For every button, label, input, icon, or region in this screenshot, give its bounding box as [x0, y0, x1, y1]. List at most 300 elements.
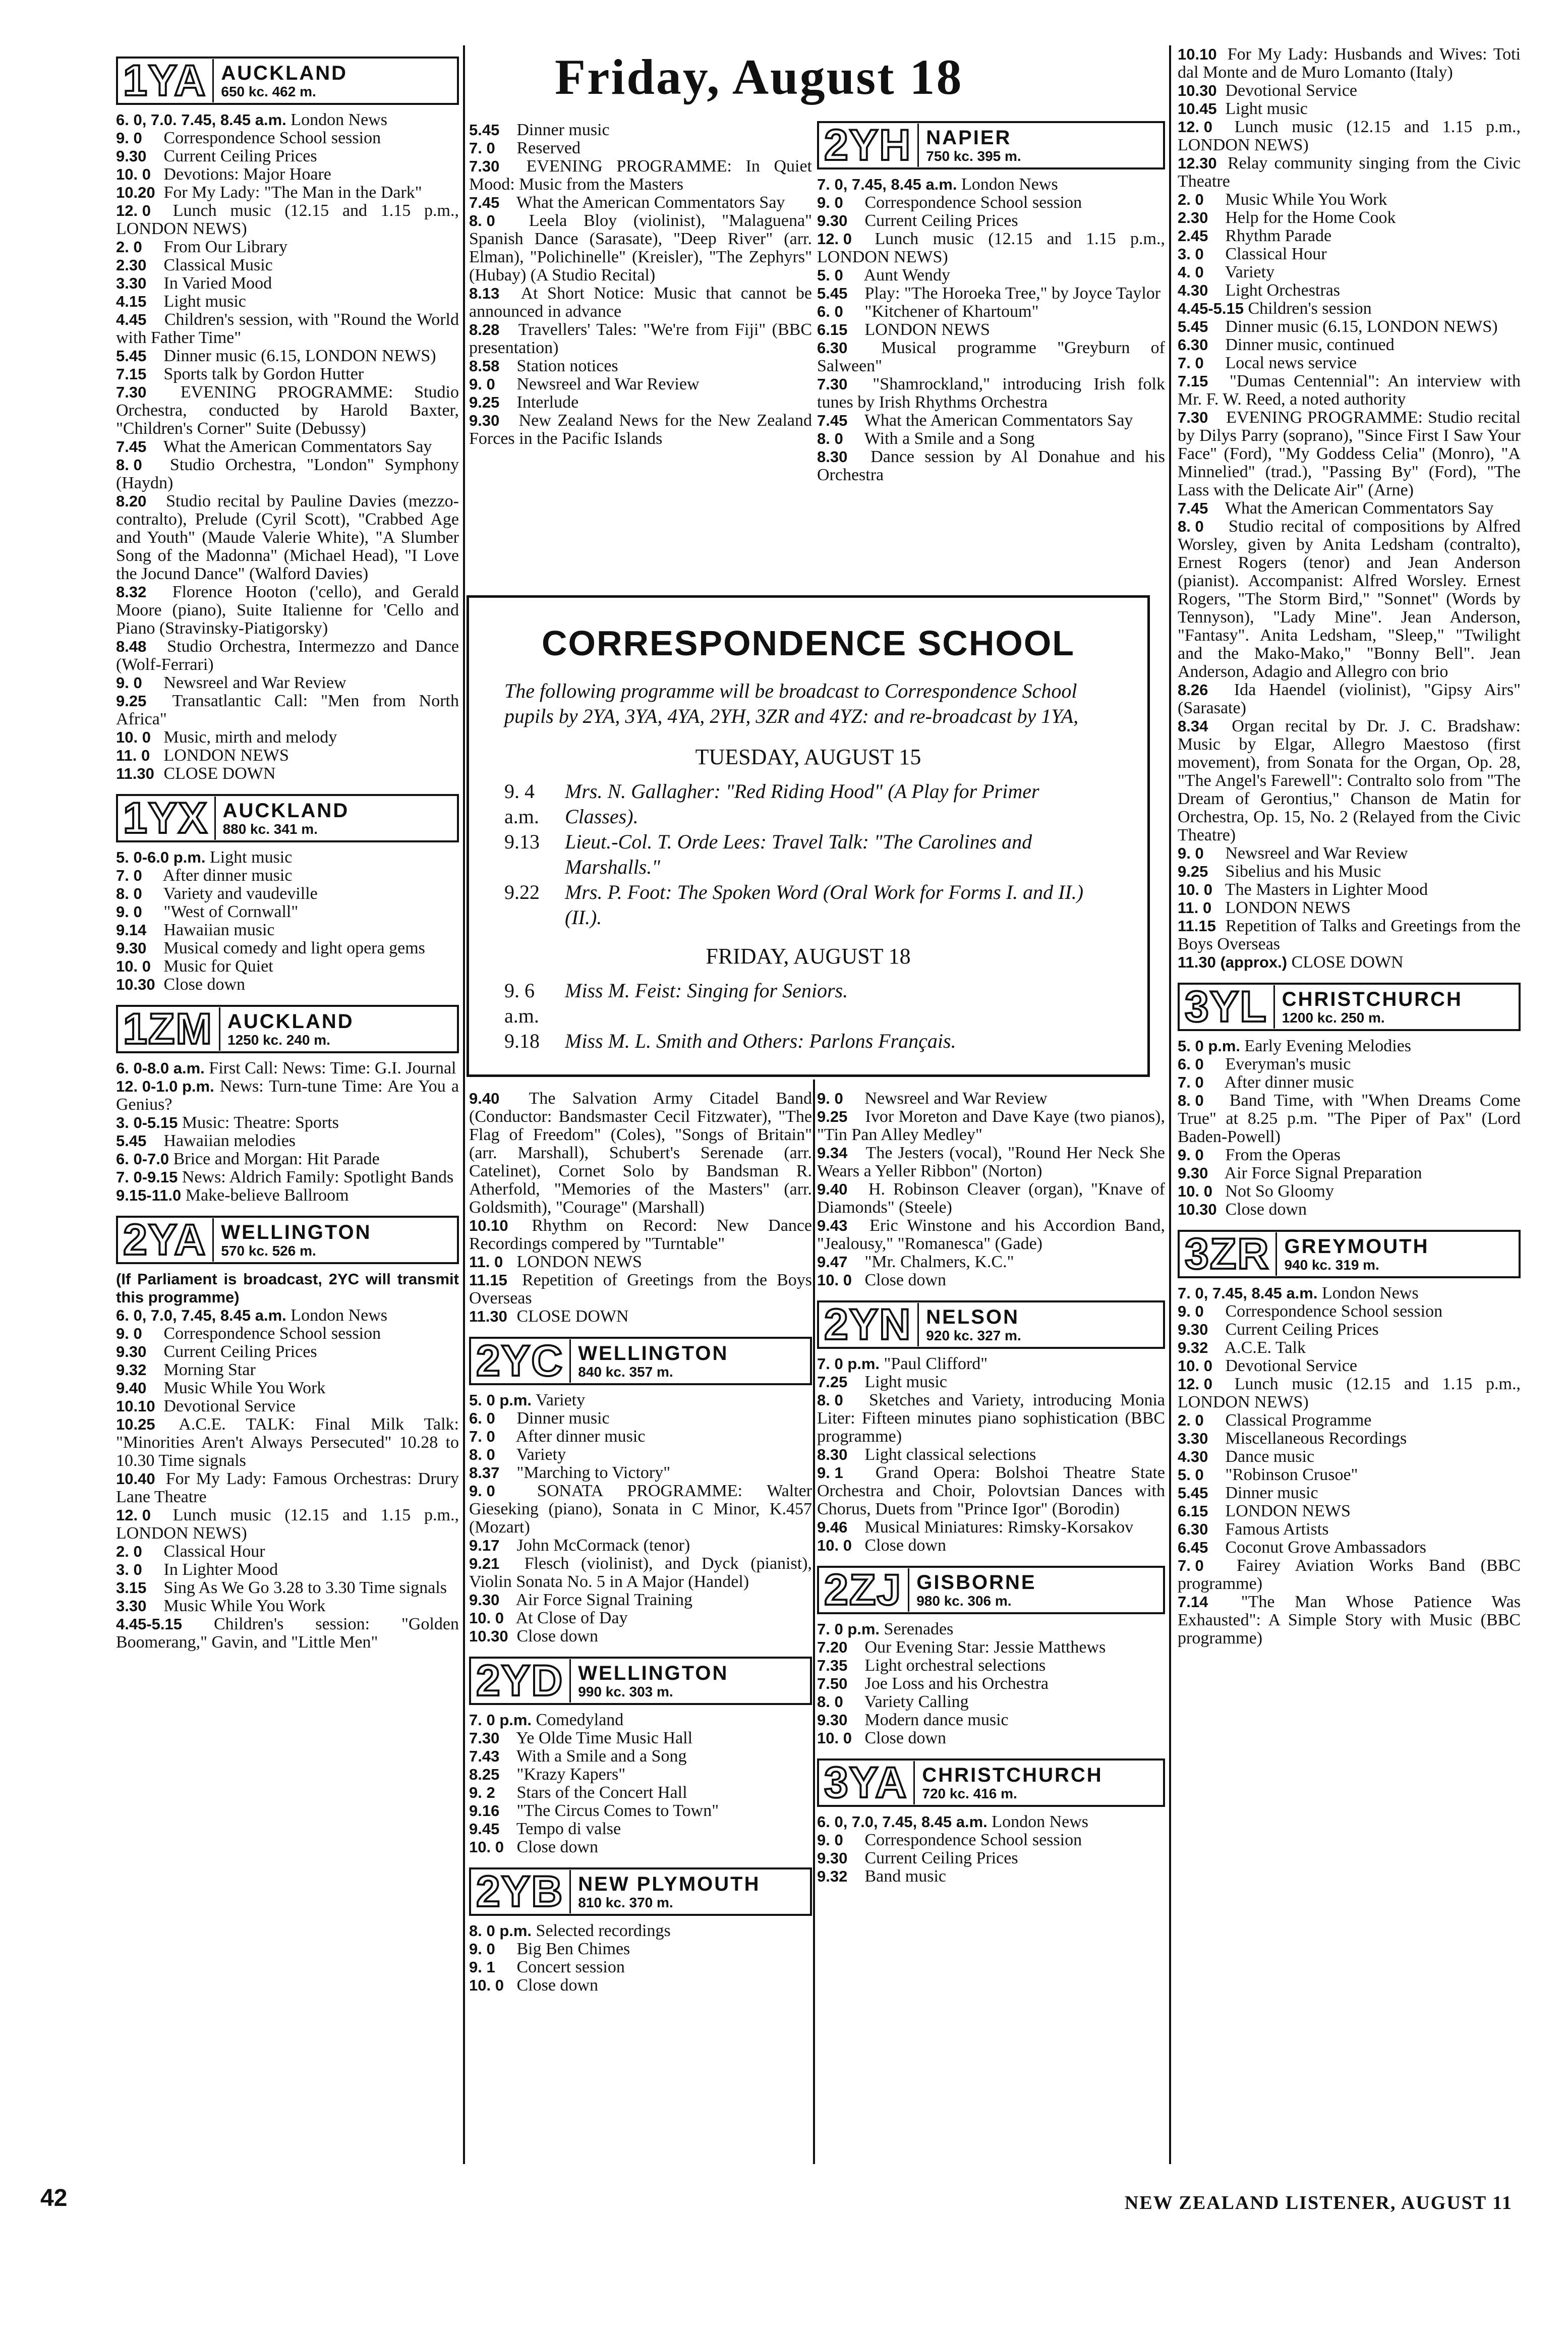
- program-entry: [116, 347, 459, 365]
- program-title: Classical Music: [163, 256, 273, 274]
- program-time: 7.45: [817, 412, 848, 429]
- program-title: Children's session: "Golden Boomerang," Gavin, and "Little Men": [116, 1615, 459, 1652]
- program-title: Correspondence School session: [864, 193, 1082, 212]
- correspondence-day-1: [504, 943, 1112, 1054]
- program-entry: [116, 747, 459, 765]
- program-entry: [1178, 1430, 1521, 1448]
- program-title: "West of Cornwall": [163, 902, 299, 921]
- program-time: 10.30: [1178, 1201, 1217, 1218]
- program-entry: [1178, 917, 1521, 953]
- program-entry: [116, 1307, 459, 1325]
- program-title: Ivor Moreton and Dave Kaye (two pianos), "Tin Pan Alley Medley": [817, 1107, 1165, 1144]
- program-title: Light music: [163, 292, 246, 311]
- program-title: Variety: [1225, 263, 1275, 281]
- program-time: 9.30: [1178, 1164, 1208, 1182]
- program-entry: [1178, 1073, 1521, 1092]
- program-time: 5. 0: [817, 266, 843, 284]
- program-entry: [817, 1464, 1165, 1518]
- program-title: Travellers' Tales: "We're from Fiji" (BBC presentation): [469, 320, 812, 357]
- program-entry: [817, 1537, 1165, 1555]
- station-callsign: 1YA: [123, 59, 214, 102]
- station-city: AUCKLAND: [221, 62, 348, 84]
- program-title: Current Ceiling Prices: [163, 1342, 317, 1361]
- program-title: Aunt Wendy: [863, 266, 950, 285]
- program-entry: [469, 1428, 812, 1446]
- program-title: Devotional Service: [1225, 81, 1358, 100]
- station-note: (If Parliament is broadcast, 2YC will transmit this programme): [116, 1270, 459, 1306]
- program-entry: [817, 1180, 1165, 1217]
- program-time: 6. 0-7.0: [116, 1150, 169, 1168]
- program-entry: [469, 1711, 812, 1729]
- program-title: A.C.E. Talk: [1224, 1338, 1306, 1357]
- program-list-2ya-late: [469, 1090, 812, 1326]
- program-entry: [116, 129, 459, 147]
- program-title: London News: [291, 110, 387, 129]
- program-time: 10.10: [469, 1217, 508, 1234]
- program-entry: [1178, 1164, 1521, 1182]
- program-time: 10.30: [469, 1627, 508, 1645]
- program-entry: [1178, 1092, 1521, 1146]
- program-entry: [469, 1747, 812, 1766]
- program-title: "Paul Clifford": [884, 1354, 988, 1373]
- program-title: Dinner music (6.15, LONDON NEWS): [1225, 317, 1498, 336]
- program-time: 8.13: [469, 285, 500, 302]
- correspondence-item: 9.22 Mrs. P. Foot: The Spoken Word (Oral Work for Forms I. and II.) (II.).: [504, 881, 1084, 929]
- program-entry: [817, 266, 1165, 285]
- program-time: 7. 0: [116, 867, 142, 884]
- program-time: 9.21: [469, 1555, 500, 1572]
- program-entry: [1178, 1484, 1521, 1502]
- program-list-1ya: [116, 111, 459, 783]
- program-entry: [469, 1409, 812, 1428]
- program-title: Music for Quiet: [163, 957, 273, 976]
- program-title: Children's session, with "Round the World with Father Time": [116, 310, 459, 347]
- program-title: Tempo di valse: [516, 1820, 621, 1838]
- program-title: After dinner music: [162, 866, 293, 885]
- program-entry: [817, 1657, 1165, 1675]
- program-title: First Call: News: Time: G.I. Journal: [209, 1059, 456, 1077]
- column-rule: [813, 1080, 815, 2164]
- program-time: 12. 0: [817, 230, 852, 248]
- program-time: 9.30: [817, 1849, 848, 1867]
- program-entry: [116, 1397, 459, 1415]
- program-entry: [469, 1802, 812, 1820]
- program-time: 11.15: [1178, 917, 1216, 935]
- program-list-1zm: [116, 1059, 459, 1205]
- program-entry: [1178, 354, 1521, 372]
- program-time: 8.20: [116, 492, 147, 510]
- station-frequency: 650 kc. 462 m.: [221, 84, 316, 99]
- program-title: Light music: [209, 848, 293, 867]
- station-frequency: 920 kc. 327 m.: [926, 1328, 1021, 1343]
- program-title: CLOSE DOWN: [1291, 953, 1404, 972]
- program-entry: [116, 1343, 459, 1361]
- program-entry: [116, 1361, 459, 1379]
- program-title: For My Lady: "The Man in the Dark": [163, 183, 422, 202]
- program-entry: [817, 1446, 1165, 1464]
- program-time: 7.30: [469, 1729, 500, 1747]
- program-entry: [817, 285, 1165, 303]
- program-entry: [1178, 881, 1521, 899]
- station-city: NELSON: [926, 1306, 1019, 1328]
- station-callsign: 2YH: [824, 124, 919, 167]
- program-entry: [1178, 681, 1521, 717]
- program-entry: [817, 1217, 1165, 1253]
- program-time: 3. 0: [116, 1561, 142, 1578]
- program-time: 9. 2: [469, 1784, 495, 1801]
- program-entry: [817, 1518, 1165, 1537]
- program-time: 6. 0, 7.0. 7.45, 8.45 a.m.: [116, 111, 286, 129]
- program-title: Current Ceiling Prices: [864, 1849, 1018, 1867]
- program-time: 5.45: [1178, 318, 1208, 335]
- program-time: 10. 0: [469, 1838, 504, 1856]
- program-time: 9.40: [116, 1379, 147, 1397]
- program-entry: [1178, 499, 1521, 518]
- program-entry: [116, 256, 459, 274]
- column-rule: [1169, 45, 1171, 2164]
- program-title: Make-believe Ballroom: [185, 1186, 349, 1205]
- program-title: New Zealand News for the New Zealand Forces in the Pacific Islands: [469, 411, 812, 448]
- program-time: 8. 0: [817, 1391, 843, 1409]
- station-callsign: 2ZJ: [824, 1568, 909, 1612]
- station-header-2yc: [469, 1337, 812, 1385]
- program-time: 6. 0, 7.0, 7.45, 8.45 a.m.: [116, 1307, 286, 1324]
- program-entry: [469, 1308, 812, 1326]
- program-title: Coconut Grove Ambassadors: [1225, 1538, 1427, 1557]
- program-title: Grand Opera: Bolshoi Theatre State Orchestra and Choir, Polovtsian Dances with Chorus, Duets from "Prince Igor" (Borodin): [817, 1463, 1166, 1518]
- program-time: 12. 0: [1178, 1375, 1212, 1393]
- program-time: 4.45-5.15: [116, 1615, 182, 1633]
- program-list-3zr: [1178, 1284, 1521, 1648]
- program-title: Leela Bloy (violinist), "Malaguena" Spanish Dance (Sarasate), "Deep River" (arr. Elman), "Polichinelle" (Kreisler), "The Zephyrs" (Hubay) (A Studio Recital): [469, 211, 812, 285]
- program-entry: [469, 1940, 812, 1958]
- program-entry: [116, 638, 459, 674]
- program-entry: [116, 1132, 459, 1150]
- station-city: GISBORNE: [916, 1571, 1036, 1594]
- program-title: Stars of the Concert Hall: [516, 1783, 687, 1802]
- program-time: 6.15: [1178, 1502, 1208, 1520]
- program-title: Sing As We Go 3.28 to 3.30 Time signals: [163, 1578, 447, 1597]
- program-time: 9. 1: [469, 1958, 495, 1976]
- program-entry: [469, 157, 812, 194]
- program-title: Close down: [516, 1627, 598, 1645]
- program-entry: [116, 885, 459, 903]
- program-title: The Salvation Army Citadel Band (Conductor: Bandsmaster Cecil Fitzwater), "The Flag of Freedom" (Coles), "Songs of Britain" (arr. Marshall), Schubert's Serenade (arr. Catelinet), Cornet Solo by Bandsman R. Atherfold, "Memories of the Masters" (arr. Goldsmith), "Courage" (Marshall): [469, 1089, 812, 1217]
- program-entry: [817, 212, 1165, 230]
- correspondence-item: 9. 6 a.m. Miss M. Feist: Singing for Seniors.: [504, 979, 848, 1027]
- program-time: 8.25: [469, 1766, 500, 1783]
- program-entry: [469, 285, 812, 321]
- program-entry: [817, 1108, 1165, 1144]
- program-time: 10. 0: [817, 1729, 852, 1747]
- column-rule: [463, 45, 465, 2164]
- program-entry: [116, 728, 459, 747]
- program-title: Musical Miniatures: Rimsky-Korsakov: [864, 1518, 1134, 1537]
- program-time: 9.15-11.0: [116, 1186, 182, 1204]
- program-title: Musical programme "Greyburn of Salween": [817, 338, 1165, 375]
- program-time: 7. 0: [1178, 1557, 1204, 1574]
- program-title: Help for the Home Cook: [1225, 208, 1396, 227]
- program-title: Correspondence School session: [163, 1324, 381, 1343]
- program-time: 7.20: [817, 1638, 848, 1656]
- program-title: After dinner music: [1224, 1073, 1354, 1092]
- program-time: 9.30: [817, 212, 848, 230]
- program-time: 9.45: [469, 1820, 500, 1838]
- program-entry: [1178, 82, 1521, 100]
- program-title: At Close of Day: [515, 1609, 628, 1627]
- program-title: Sketches and Variety, introducing Monia Liter: Fifteen minutes piano sophistication (BBC programme): [817, 1391, 1165, 1446]
- program-title: Miscellaneous Recordings: [1225, 1429, 1407, 1448]
- program-entry: [817, 1253, 1165, 1271]
- program-title: Ida Haendel (violinist), "Gipsy Airs" (Sarasate): [1178, 680, 1521, 717]
- program-title: CLOSE DOWN: [163, 764, 276, 783]
- program-time: 3. 0-5.15: [116, 1114, 178, 1131]
- program-title: Lunch music (12.15 and 1.15 p.m., LONDON NEWS): [116, 201, 459, 238]
- program-time: 9. 0: [116, 129, 142, 147]
- program-time: 5.45: [1178, 1484, 1208, 1502]
- program-time: 7. 0 p.m.: [817, 1355, 880, 1373]
- program-time: 9.43: [817, 1217, 848, 1234]
- program-entry: [1178, 281, 1521, 300]
- program-entry: [116, 1325, 459, 1343]
- program-entry: [817, 448, 1165, 484]
- program-time: 8.48: [116, 638, 147, 655]
- program-time: 5.45: [116, 347, 147, 365]
- program-list-2yc: [469, 1391, 812, 1645]
- station-city: NAPIER: [926, 127, 1012, 149]
- program-title: Fairey Aviation Works Band (BBC programme): [1178, 1556, 1521, 1593]
- program-time: 12. 0: [116, 1506, 151, 1524]
- program-title: "Robinson Crusoe": [1225, 1465, 1358, 1484]
- program-title: Light orchestral selections: [864, 1656, 1046, 1675]
- program-time: 2. 0: [1178, 1411, 1204, 1429]
- program-title: Transatlantic Call: "Men from North Africa": [116, 692, 459, 728]
- program-title: LONDON NEWS: [516, 1253, 642, 1271]
- program-title: Newsreel and War Review: [163, 673, 346, 692]
- program-entry: [1178, 372, 1521, 409]
- program-entry: [1178, 1146, 1521, 1164]
- program-entry: [116, 1150, 459, 1168]
- program-time: 9.30: [469, 1591, 500, 1609]
- program-title: From Our Library: [163, 238, 288, 256]
- program-time: 10. 0: [817, 1537, 852, 1554]
- program-title: London News: [992, 1812, 1088, 1831]
- station-city: NEW PLYMOUTH: [578, 1873, 761, 1895]
- program-entry: [817, 230, 1165, 266]
- program-title: Play: "The Horoeka Tree," by Joyce Taylor: [864, 284, 1161, 303]
- program-time: 9.32: [1178, 1339, 1208, 1356]
- program-title: Music, mirth and melody: [163, 728, 337, 747]
- program-entry: [1178, 953, 1521, 972]
- program-title: Studio recital of compositions by Alfred Worsley, given by Anita Ledsham (contralto), Ernest Rogers (tenor) and Jean Anderson (pianist). Accompanist: Alfred Worsley. Ernest Rogers, "The Storm Bird," "Sonnet" (Words by Tennyson), "Lady Mine". Jean Anderson, "Fantasy". Anita Ledsham, "Sleep," "Twilight and the Mako-Mako," "Bonny Bell". Jean Anderson, Adagio and Allegro con brio: [1178, 517, 1521, 681]
- program-entry: [1178, 1557, 1521, 1593]
- program-entry: [1178, 1539, 1521, 1557]
- program-entry: [469, 1958, 812, 1976]
- station-city: WELLINGTON: [578, 1662, 729, 1684]
- program-entry: [817, 412, 1165, 430]
- program-entry: [469, 393, 812, 412]
- program-title: After dinner music: [515, 1427, 646, 1446]
- program-title: Station notices: [516, 357, 618, 375]
- program-time: 12. 0: [1178, 118, 1212, 136]
- program-time: 12. 0-1.0 p.m.: [116, 1077, 214, 1095]
- station-header-1yx: [116, 794, 459, 842]
- program-time: 10.10: [116, 1397, 155, 1415]
- program-title: Close down: [163, 975, 245, 994]
- program-entry: [116, 921, 459, 939]
- program-entry: [817, 1391, 1165, 1446]
- station-city: CHRISTCHURCH: [922, 1764, 1103, 1786]
- program-entry: [1178, 1411, 1521, 1430]
- program-entry: [116, 848, 459, 867]
- program-time: 3.15: [116, 1579, 147, 1597]
- program-entry: [116, 976, 459, 994]
- program-entry: [817, 1638, 1165, 1657]
- program-title: Repetition of Greetings from the Boys Overseas: [469, 1271, 812, 1308]
- program-time: 7.30: [1178, 409, 1208, 426]
- program-time: 4.30: [1178, 1448, 1208, 1465]
- program-entry: [116, 383, 459, 438]
- program-entry: [1178, 45, 1521, 82]
- program-time: 10. 0: [116, 728, 151, 746]
- program-entry: [116, 365, 459, 383]
- program-title: With a Smile and a Song: [864, 429, 1035, 448]
- program-entry: [469, 1976, 812, 1995]
- program-time: 10. 0: [817, 1271, 852, 1289]
- program-title: With a Smile and a Song: [516, 1747, 687, 1766]
- program-entry: [817, 1675, 1165, 1693]
- program-entry: [116, 1077, 459, 1114]
- program-title: Ye Olde Time Music Hall: [516, 1729, 693, 1747]
- correspondence-item: 9.18 Miss M. L. Smith and Others: Parlons Français.: [504, 1030, 956, 1052]
- program-title: Flesch (violinist), and Dyck (pianist), Violin Sonata No. 5 in A Major (Handel): [469, 1554, 812, 1591]
- program-entry: [817, 1620, 1165, 1638]
- program-time: 6.30: [817, 339, 848, 357]
- correspondence-item: 9.13 Lieut.-Col. T. Orde Lees: Travel Talk: "The Carolines and Marshalls.": [504, 830, 1032, 878]
- station-frequency: 570 kc. 526 m.: [221, 1243, 316, 1259]
- program-title: Music While You Work: [1225, 190, 1387, 209]
- program-time: 10.45: [1178, 100, 1217, 118]
- program-time: 9.30: [817, 1711, 848, 1729]
- program-entry: [116, 583, 459, 638]
- station-city: WELLINGTON: [221, 1221, 372, 1243]
- program-time: 9. 0: [817, 194, 843, 211]
- program-entry: [116, 903, 459, 921]
- program-title: Close down: [516, 1838, 598, 1856]
- program-entry: [817, 1813, 1165, 1831]
- program-time: 8. 0: [817, 430, 843, 447]
- program-list-1yx: [116, 848, 459, 994]
- program-time: 2.30: [1178, 209, 1208, 226]
- program-time: 7.25: [817, 1373, 848, 1391]
- program-title: The Masters in Lighter Mood: [1225, 880, 1428, 899]
- program-title: Hawaiian music: [163, 921, 275, 939]
- program-time: 11. 0: [1178, 899, 1212, 917]
- program-list-3ya: [817, 1813, 1165, 1886]
- program-entry: [1178, 1448, 1521, 1466]
- program-title: Studio Orchestra, Intermezzo and Dance (Wolf-Ferrari): [116, 637, 459, 674]
- program-title: Famous Artists: [1225, 1520, 1329, 1539]
- program-time: 7.45: [1178, 499, 1208, 517]
- program-title: Light classical selections: [864, 1445, 1036, 1464]
- program-title: Devotions: Major Hoare: [163, 165, 331, 184]
- program-time: 7. 0 p.m.: [817, 1620, 880, 1638]
- program-entry: [116, 238, 459, 256]
- program-time: 10.30: [116, 976, 155, 993]
- program-title: Classical Hour: [1225, 245, 1327, 263]
- program-entry: [116, 692, 459, 728]
- station-callsign: 2YB: [476, 1870, 571, 1913]
- program-entry: [469, 1838, 812, 1856]
- program-title: "Marching to Victory": [516, 1463, 671, 1482]
- program-list-2yh-continued: [817, 1090, 1165, 1289]
- program-time: 9. 0: [116, 903, 142, 921]
- program-time: 7.45: [116, 438, 147, 456]
- program-time: 8. 0: [1178, 518, 1204, 535]
- program-time: 7.30: [817, 375, 848, 393]
- program-title: London News: [1321, 1284, 1419, 1302]
- program-title: Musical comedy and light opera gems: [163, 939, 425, 957]
- column-3-bottom: [817, 1090, 1165, 1886]
- correspondence-day-heading: FRIDAY, AUGUST 18: [706, 944, 911, 969]
- program-entry: [817, 1831, 1165, 1849]
- program-time: 9. 0: [469, 1482, 495, 1500]
- program-entry: [469, 1555, 812, 1591]
- program-time: 5.45: [817, 285, 848, 302]
- program-time: 3.30: [116, 274, 147, 292]
- program-title: Music While You Work: [163, 1379, 326, 1397]
- program-title: Early Evening Melodies: [1244, 1037, 1412, 1055]
- program-time: 2.30: [116, 256, 147, 274]
- program-entry: [1178, 1375, 1521, 1411]
- program-title: In Varied Mood: [163, 274, 272, 293]
- program-title: Lunch music (12.15 and 1.15 p.m., LONDON NEWS): [116, 1506, 459, 1543]
- program-time: 9.40: [469, 1090, 500, 1107]
- program-time: 3. 0: [1178, 245, 1204, 263]
- program-time: 7. 0 p.m.: [469, 1711, 532, 1729]
- program-time: 9.46: [817, 1518, 848, 1536]
- program-entry: [116, 957, 459, 976]
- program-time: 7.50: [817, 1675, 848, 1692]
- program-entry: [469, 1729, 812, 1747]
- program-entry: [116, 311, 459, 347]
- program-entry: [469, 412, 812, 448]
- program-title: Rhythm Parade: [1225, 226, 1332, 245]
- program-title: LONDON NEWS: [1225, 898, 1351, 917]
- station-city: WELLINGTON: [578, 1342, 729, 1365]
- program-title: Classical Programme: [1225, 1411, 1372, 1430]
- program-title: Current Ceiling Prices: [1225, 1320, 1379, 1339]
- program-list-3ya-continued: [1178, 45, 1521, 972]
- program-title: Dinner music (6.15, LONDON NEWS): [163, 347, 436, 365]
- program-entry: [469, 1464, 812, 1482]
- program-entry: [1178, 1321, 1521, 1339]
- station-header-2yn: [817, 1300, 1165, 1349]
- program-entry: [469, 1766, 812, 1784]
- program-time: 9. 0: [817, 1831, 843, 1849]
- station-frequency: 750 kc. 395 m.: [926, 148, 1021, 164]
- program-entry: [1178, 336, 1521, 354]
- station-header-3ya: [817, 1758, 1165, 1807]
- program-title: News: Aldrich Family: Spotlight Bands: [182, 1168, 454, 1186]
- program-time: 7. 0: [469, 1428, 495, 1445]
- station-header-1zm: [116, 1005, 459, 1053]
- program-entry: [469, 1627, 812, 1645]
- program-entry: [469, 194, 812, 212]
- program-time: 9.16: [469, 1802, 500, 1820]
- column-3-top: [817, 121, 1165, 484]
- program-entry: [817, 1729, 1165, 1747]
